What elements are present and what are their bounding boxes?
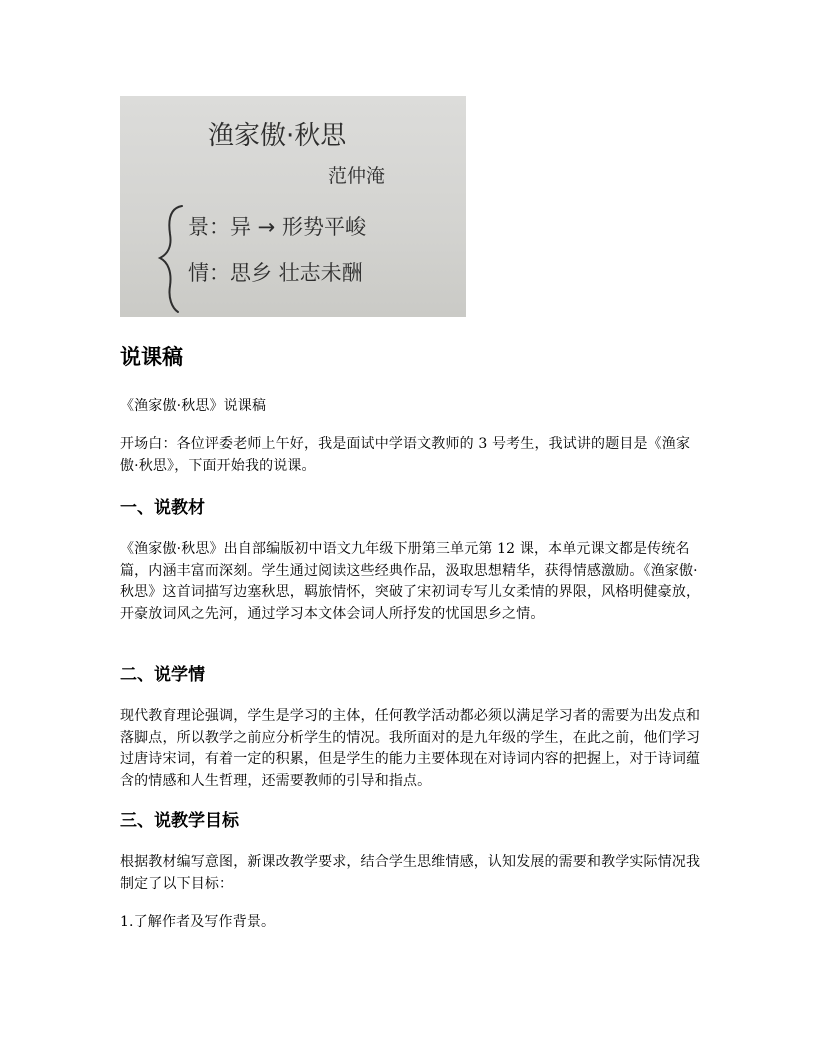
handwritten-note-photo: [120, 96, 466, 317]
section-body-students: 现代教育理论强调，学生是学习的主体，任何教学活动都必须以满足学习者的需要为出发点和落脚点，所以教学之前应分析学生的情况。我所面对的是九年级的学生，在此之前，他们学习过唐诗宋词，有着一定的积累，但是学生的能力主要体现在对诗词内容的把握上，对于诗词蕴含的情感和人生哲理，还需要教师的引导和指点。: [120, 708, 701, 789]
section-heading-objectives: 三、说教学目标: [120, 811, 239, 831]
section-body-textbook: 《渔家傲·秋思》出自部编版初中语文九年级下册第三单元第 12 课，本单元课文都是传统名篇，内涵丰富而深刻。学生通过阅读这些经典作品，汲取思想精华，获得情感激励。《渔家傲·秋思》这首词描写边塞秋思，羁旅情怀，突破了宋初词专写儿女柔情的界限，风格明健豪放，开豪放词风之先河，通过学习本文体会词人所抒发的忧国思乡之情。: [120, 541, 701, 622]
handwriting-title: 渔家傲·秋思: [208, 121, 347, 151]
handwriting-line-scene: 景：异 → 形势平峻: [188, 215, 366, 239]
section-heading-students: 二、说学情: [120, 665, 205, 685]
section-body-objectives: 根据教材编写意图，新课改教学要求，结合学生思维情感，认知发展的需要和教学实际情况我制定了以下目标：: [120, 854, 701, 892]
handwriting-line-emotion: 情：思乡 壮志未酬: [188, 261, 363, 285]
document-subtitle: 《渔家傲·秋思》说课稿: [120, 398, 267, 414]
handwriting-drawing: [120, 96, 466, 317]
handwriting-author: 范仲淹: [328, 165, 386, 187]
objective-item-1: 1.了解作者及写作背景。: [120, 914, 276, 930]
brace-shape: [160, 206, 182, 312]
intro-paragraph: 开场白：各位评委老师上午好，我是面试中学语文教师的 3 号考生，我试讲的题目是《渔家傲·秋思》，下面开始我的说课。: [120, 436, 691, 474]
document-title: 说课稿: [120, 345, 183, 369]
section-heading-textbook: 一、说教材: [120, 498, 205, 518]
